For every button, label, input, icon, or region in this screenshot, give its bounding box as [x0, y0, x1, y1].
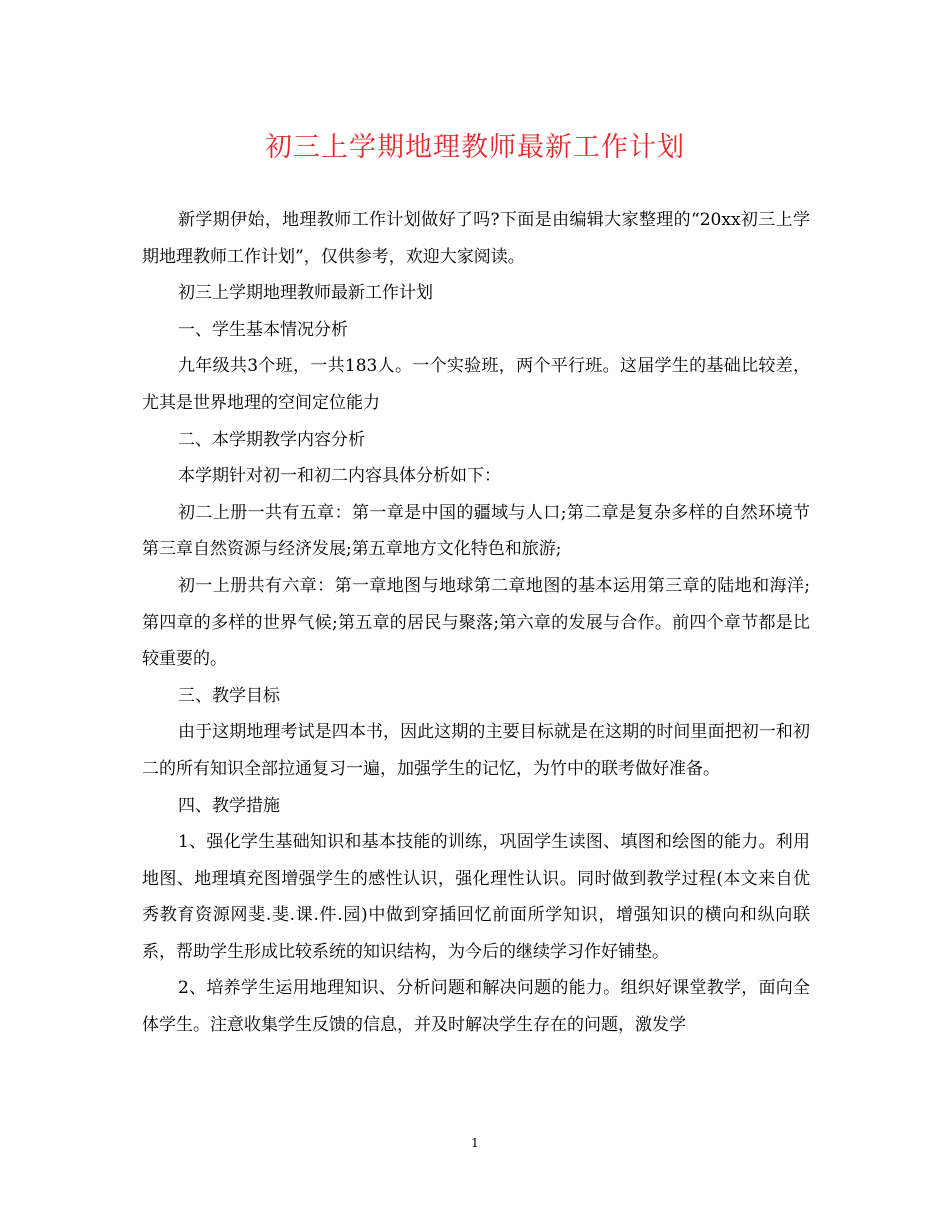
- section-heading-measures: 四、教学措施: [178, 795, 280, 816]
- section-heading-students: 一、学生基本情况分析: [178, 319, 348, 340]
- document-body: [142, 202, 810, 1044]
- grade7-chapters-paragraph: 初一上册共有六章：第一章地图与地球第二章地图的基本运用第三章的陆地和海洋;第四章的多样的世界气候;第五章的居民与聚落;第六章的发展与合作。前四个章节都是比较重要的。: [142, 575, 810, 670]
- goals-paragraph: 由于这期地理考试是四本书，因此这期的主要目标就是在这期的时间里面把初一和初二的所有知识全部拉通复习一遍，加强学生的记忆，为竹中的联考做好准备。: [142, 722, 810, 779]
- subtitle-paragraph: 初三上学期地理教师最新工作计划: [178, 283, 433, 304]
- content-intro-paragraph: 本学期针对初一和初二内容具体分析如下：: [178, 466, 501, 487]
- section-heading-content: 二、本学期教学内容分析: [178, 429, 365, 450]
- grade8-chapters-paragraph: 初二上册一共有五章：第一章是中国的疆域与人口;第二章是复杂多样的自然环境节第三章自然资源与经济发展;第五章地方文化特色和旅游;: [142, 502, 810, 560]
- intro-paragraph: 新学期伊始，地理教师工作计划做好了吗?下面是由编辑大家整理的“20xx初三上学期地理教师工作计划”，仅供参考，欢迎大家阅读。: [142, 210, 810, 267]
- students-paragraph: 九年级共3个班，一共183人。一个实验班，两个平行班。这届学生的基础比较差，尤其是世界地理的空间定位能力: [142, 356, 810, 413]
- section-heading-goals: 三、教学目标: [178, 685, 280, 706]
- measure-1-paragraph: 1、强化学生基础知识和基本技能的训练，巩固学生读图、填图和绘图的能力。利用地图、地理填充图增强学生的感性认识，强化理性认识。同时做到教学过程(本文来自优秀教育资源网斐.斐.课.件.园)中做到穿插回忆前面所学知识，增强知识的横向和纵向联系，帮助学生形成比较系统的知识结构，为今后的继续学习作好铺垫。: [142, 832, 810, 962]
- measure-2-paragraph: 2、培养学生运用地理知识、分析问题和解决问题的能力。组织好课堂教学，面向全体学生。注意收集学生反馈的信息，并及时解决学生存在的问题，激发学: [142, 978, 810, 1036]
- page-number: 1: [471, 1136, 479, 1150]
- document-title: 初三上学期地理教师最新工作计划: [265, 132, 685, 163]
